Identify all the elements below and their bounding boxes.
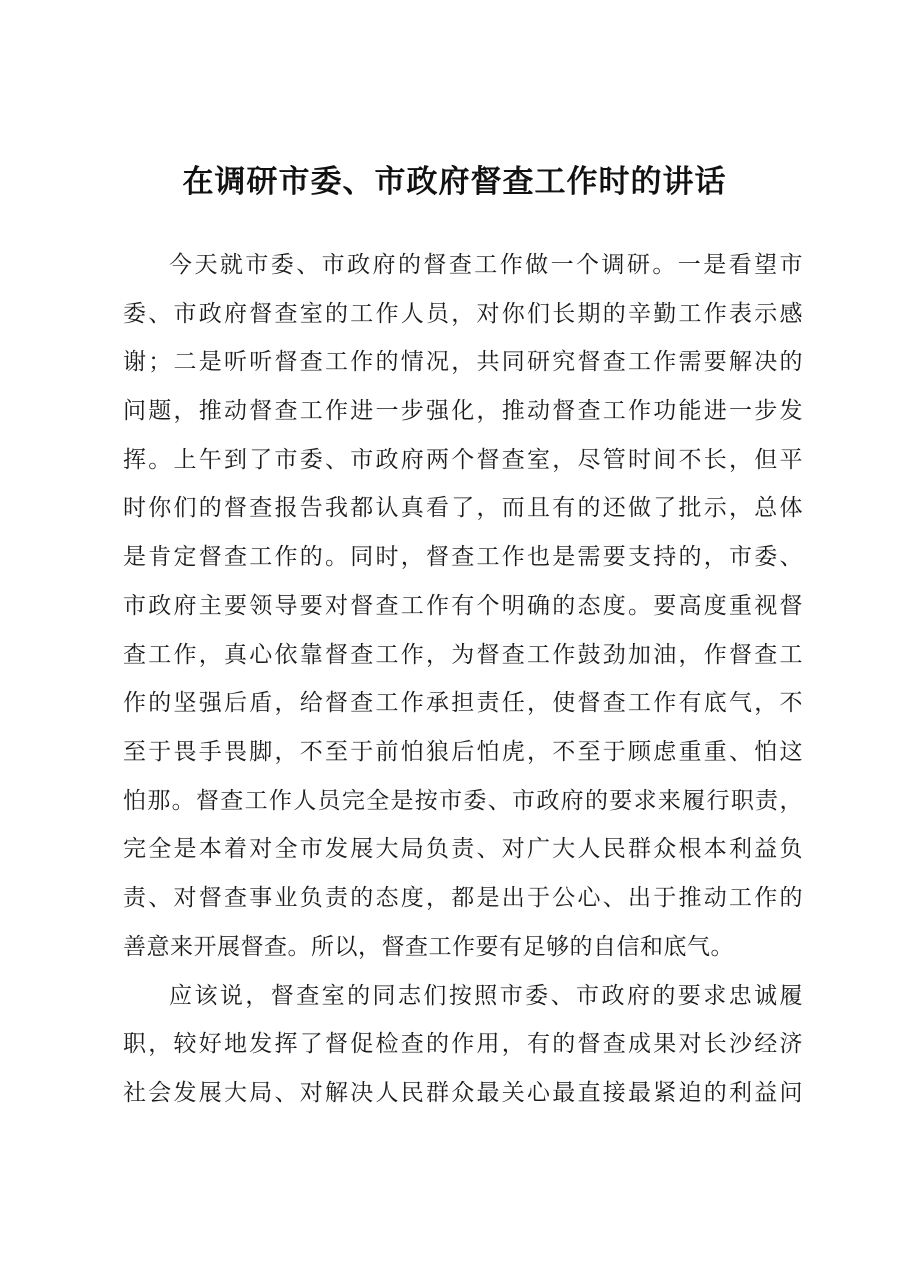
text-line: 完全是本着对全市发展大局负责、对广大人民群众根本利益负	[123, 836, 803, 863]
text-line: 问题，推动督查工作进一步强化，推动督查工作功能进一步发	[123, 398, 803, 425]
text-line: 市政府主要领导要对督查工作有个明确的态度。要高度重视督	[123, 592, 803, 619]
text-line: 委、市政府督查室的工作人员，对你们长期的辛勤工作表示感	[123, 300, 803, 327]
text-line: 谢；二是听听督查工作的情况，共同研究督查工作需要解决的	[123, 349, 803, 376]
text-line: 作的坚强后盾，给督查工作承担责任，使督查工作有底气，不	[123, 690, 803, 717]
paragraph-1	[123, 241, 803, 971]
document-title: 在调研市委、市政府督查工作时的讲话	[182, 164, 727, 200]
text-line: 查工作，真心依靠督查工作，为督查工作鼓劲加油，作督查工	[123, 641, 803, 668]
paragraph-2	[123, 972, 803, 1118]
text-line: 职，较好地发挥了督促检查的作用，有的督查成果对长沙经济	[123, 1031, 803, 1058]
text-line: 怕那。督查工作人员完全是按市委、市政府的要求来履行职责，	[123, 787, 803, 814]
text-line: 应该说，督查室的同志们按照市委、市政府的要求忠诚履	[169, 982, 803, 1009]
text-line: 挥。上午到了市委、市政府两个督查室，尽管时间不长，但平	[123, 446, 803, 473]
text-line: 善意来开展督查。所以，督查工作要有足够的自信和底气。	[123, 933, 734, 960]
text-line: 是肯定督查工作的。同时，督查工作也是需要支持的，市委、	[123, 544, 803, 571]
text-line: 至于畏手畏脚，不至于前怕狼后怕虎，不至于顾虑重重、怕这	[123, 738, 803, 765]
text-line: 责、对督查事业负责的态度，都是出于公心、出于推动工作的	[123, 884, 803, 911]
text-line: 时你们的督查报告我都认真看了，而且有的还做了批示，总体	[123, 495, 803, 522]
text-line: 今天就市委、市政府的督查工作做一个调研。一是看望市	[169, 252, 803, 278]
text-line: 社会发展大局、对解决人民群众最关心最直接最紧迫的利益问	[123, 1079, 803, 1106]
